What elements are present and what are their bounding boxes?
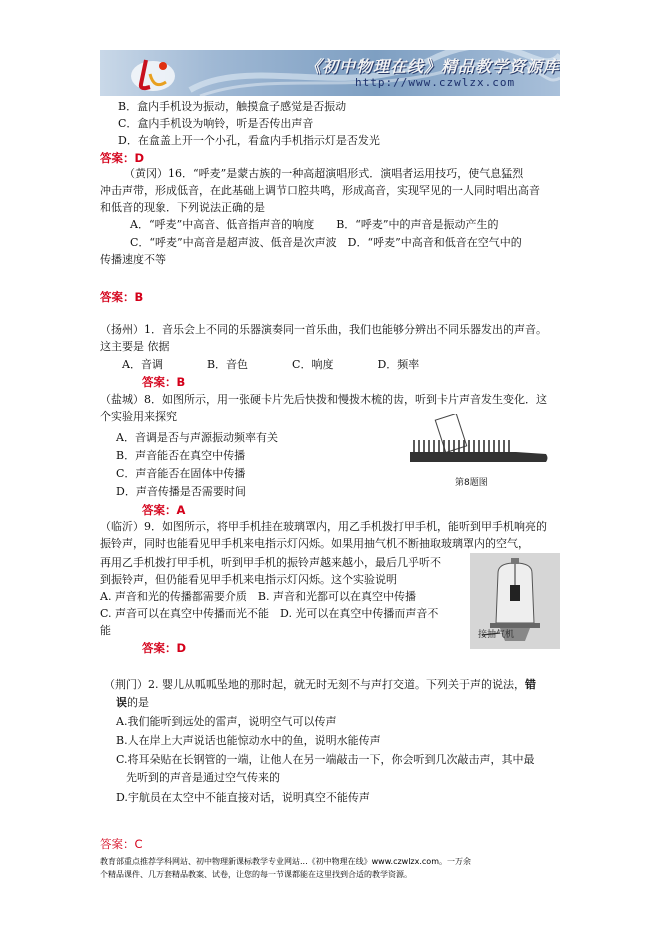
jingmen-option-d: D.宇航员在太空中不能直接对话，说明真空不能传声 [116,791,370,804]
jingmen-line-2-text: 的是 [127,696,149,709]
yancheng-line-1: （盐城）8．如图所示，用一张硬卡片先后快拨和慢拨木梳的齿，听到卡片声音发生变化．这 [100,393,547,406]
jingmen-answer: 答案：C [100,837,143,851]
huanggang-line-2: 冲击声带，形成低音，在此基础上调节口腔共鸣，形成高音，实现罕见的一人同时唱出高音 [100,184,540,197]
jingmen-wrong-emphasis-2: 误 [116,696,127,709]
yancheng-option-a: A．音调是否与声源振动频率有关 [116,431,278,444]
huanggang-options-ab: A．“呼麦”中高音、低音指声音的响度 B．“呼麦”中的声音是振动产生的 [130,218,499,231]
prev-option-d: D．在盒盖上开一个小孔，看盒内手机指示灯是否发光 [118,134,380,147]
linyi-line-4: 到振铃声，但仍能看见甲手机来电指示灯闪烁。这个实验说明 [100,573,397,586]
jingmen-line-1 [104,678,536,692]
jingmen-line-1-text: （荆门）2. 婴儿从呱呱坠地的那时起，就无时无刻不与声打交道。下列关于声的说法， [104,678,525,691]
site-logo-icon [128,54,178,94]
jingmen-option-a: A.我们能听到远处的雷声，说明空气可以传声 [116,715,337,728]
yangzhou-answer: 答案：B [142,375,186,389]
linyi-line-3: 再用乙手机拨打甲手机，听到甲手机的振铃声越来越小，最后几乎听不 [100,556,441,569]
prev-option-c: C．盒内手机设为响铃，听是否传出声音 [118,117,314,130]
yancheng-option-d: D．声音传播是否需要时间 [116,485,246,498]
linyi-line-1: （临沂）9．如图所示，将甲手机挂在玻璃罩内，用乙手机拨打甲手机，能听到甲手机响亮的 [100,520,547,533]
yangzhou-line-1: （扬州）1．音乐会上不同的乐器演奏同一首乐曲，我们也能够分辨出不同乐器发出的声音。 [100,323,547,336]
jingmen-wrong-emphasis: 错 [525,678,536,691]
linyi-figure-label: 接抽气机 [478,630,515,640]
prev-option-b: B．盒内手机设为振动，触摸盒子感觉是否振动 [118,100,347,113]
header-banner [100,50,560,96]
prev-answer: 答案：D [100,151,145,165]
huanggang-options-cd: C．“呼麦”中高音是超声波、低音是次声波 D．“呼麦”中高音和低音在空气中的 [130,236,522,249]
banner-title: 《初中物理在线》精品教学资源库 [305,57,560,76]
banner-url[interactable]: http://www.czwlzx.com [355,76,516,89]
jingmen-option-c-line-2: 先听到的声音是通过空气传来的 [126,771,280,784]
yancheng-option-c: C．声音能否在固体中传播 [116,467,246,480]
linyi-options-ab: A. 声音和光的传播都需要介质 B. 声音和光都可以在真空中传播 [100,590,417,603]
footer-line-1: 教育部重点推荐学科网站、初中物理新课标教学专业网站...《初中物理在线》www.czwlzx.com。一万余 [100,857,471,866]
jingmen-option-c-line-1: C.将耳朵贴在长钢管的一端，让他人在另一端敲击一下，你会听到几次敲击声，其中最 [116,753,535,766]
footer-line-2: 个精品课件、几万套精品教案、试卷，让您的每一节课都能在这里找到合适的教学资源。 [100,870,412,879]
linyi-answer: 答案：D [142,641,187,655]
jingmen-line-2 [116,696,149,710]
yancheng-line-2: 个实验用来探究 [100,410,177,423]
linyi-line-2: 振铃声，同时也能看见甲手机来电指示灯闪烁。如果用抽气机不断抽取玻璃罩内的空气， [100,537,529,550]
huanggang-line-1: （黄冈）16．“呼麦”是蒙古族的一种高超演唱形式．演唱者运用技巧，使气息猛烈 [124,167,524,180]
jingmen-option-b: B.人在岸上大声说话也能惊动水中的鱼，说明水能传声 [116,734,381,747]
huanggang-answer: 答案：B [100,290,144,304]
linyi-line-last: 能 [100,624,111,637]
comb-card-figure [400,414,550,472]
yancheng-option-b: B．声音能否在真空中传播 [116,449,246,462]
yangzhou-options: A．音调 B．音色 C．响度 D．频率 [122,358,420,371]
huanggang-line-last: 传播速度不等 [100,253,166,266]
linyi-options-cd: C. 声音可以在真空中传播而光不能 D. 光可以在真空中传播而声音不 [100,607,439,620]
huanggang-line-3: 和低音的现象．下列说法正确的是 [100,201,265,214]
yancheng-answer: 答案：A [142,503,186,517]
yangzhou-line-2: 这主要是 依据 [100,340,170,353]
yancheng-figure-caption: 第8题图 [455,478,488,488]
